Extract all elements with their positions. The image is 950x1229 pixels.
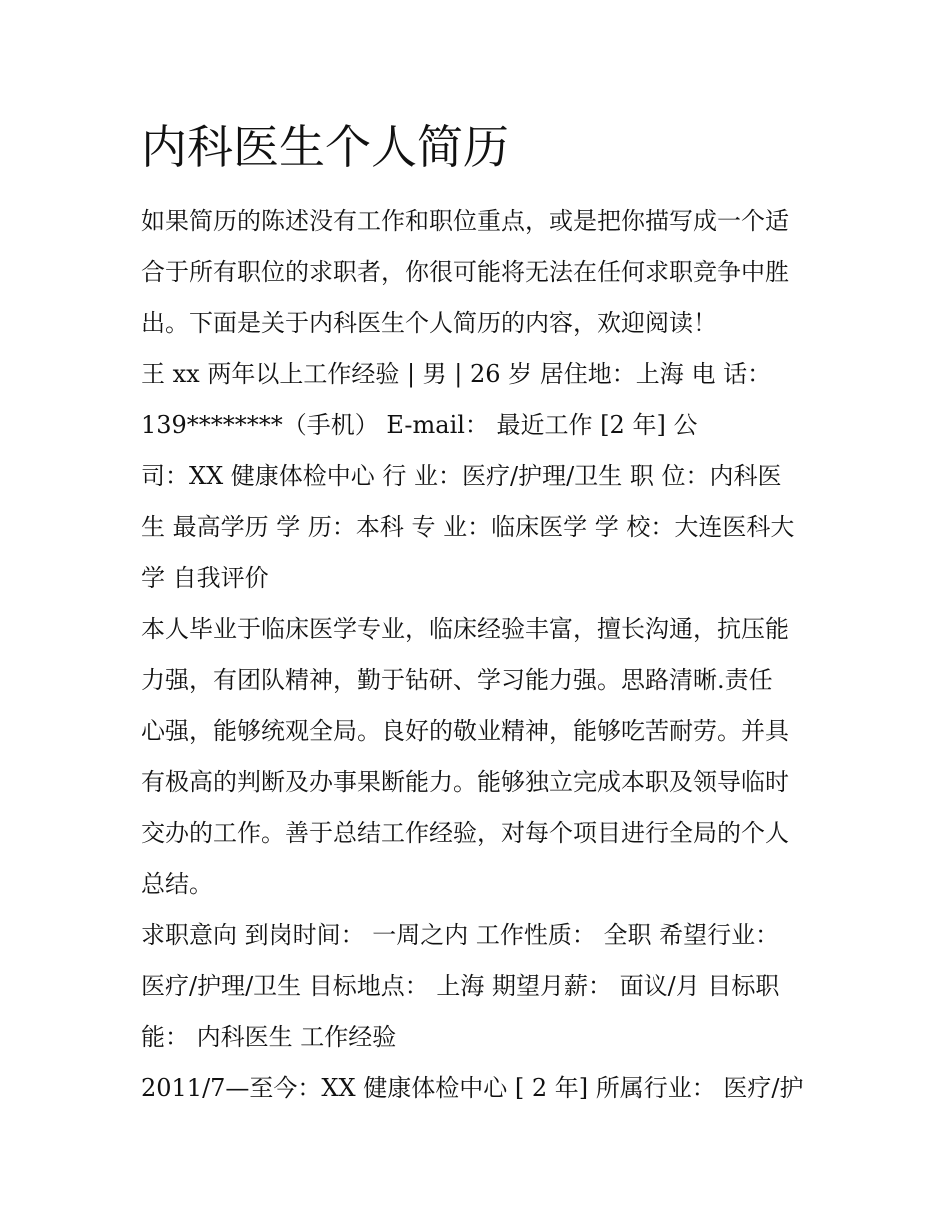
body-line: 合于所有职位的求职者，你很可能将无法在任何求职竞争中胜 xyxy=(141,258,789,286)
body-line: 能： 内科医生 工作经验 xyxy=(141,1023,397,1051)
body-line: 求职意向 到岗时间： 一周之内 工作性质： 全职 希望行业： xyxy=(141,921,780,949)
body-line: 力强，有团队精神，勤于钻研、学习能力强。思路清晰.责任 xyxy=(141,666,773,694)
document-title: 内科医生个人简历 xyxy=(141,120,509,174)
body-line: 学 自我评价 xyxy=(141,564,269,592)
body-line: 王 xx 两年以上工作经验 | 男 | 26 岁 居住地：上海 电 话： xyxy=(141,360,772,388)
body-line: 139********（手机） E-mail： 最近工作 [2 年] 公 xyxy=(141,411,698,439)
body-line: 如果简历的陈述没有工作和职位重点，或是把你描写成一个适 xyxy=(141,207,789,235)
body-line: 生 最高学历 学 历：本科 专 业：临床医学 学 校：大连医科大 xyxy=(141,513,795,541)
body-line: 交办的工作。善于总结工作经验，对每个项目进行全局的个人 xyxy=(141,819,789,847)
body-line: 有极高的判断及办事果断能力。能够独立完成本职及领导临时 xyxy=(141,768,789,796)
body-line: 医疗/护理/卫生 目标地点： 上海 期望月薪： 面议/月 目标职 xyxy=(141,972,780,1000)
body-line: 总结。 xyxy=(141,870,213,898)
body-line: 出。下面是关于内科医生个人简历的内容，欢迎阅读！ xyxy=(141,309,717,337)
body-line: 心强，能够统观全局。良好的敬业精神，能够吃苦耐劳。并具 xyxy=(141,717,789,745)
body-line: 2011/7—至今：XX 健康体检中心 [ 2 年] 所属行业： 医疗/护 xyxy=(141,1074,804,1102)
body-line: 司：XX 健康体检中心 行 业：医疗/护理/卫生 职 位：内科医 xyxy=(141,462,782,490)
body-line: 本人毕业于临床医学专业，临床经验丰富，擅长沟通，抗压能 xyxy=(141,615,789,643)
document-body xyxy=(141,196,821,1114)
